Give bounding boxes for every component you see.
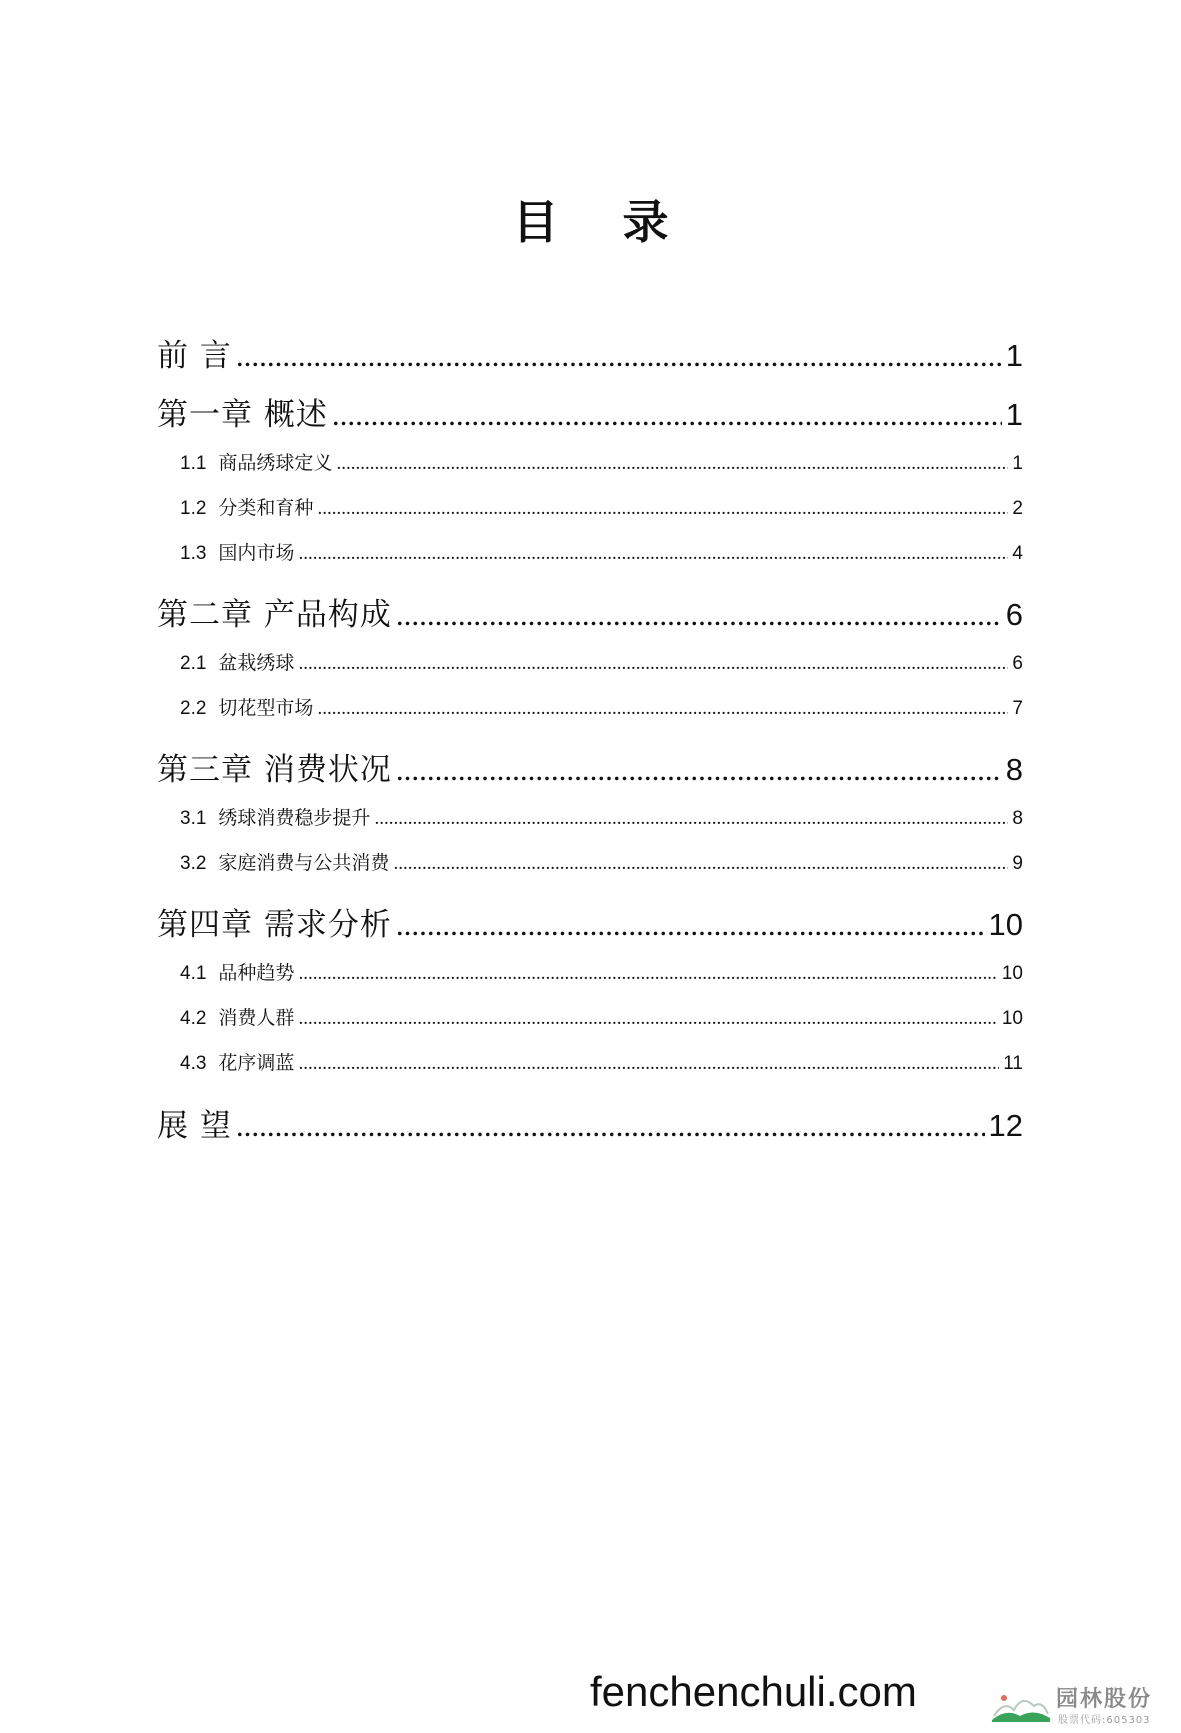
toc-entry-label: 消费人群 [218, 1007, 295, 1029]
toc-entry-number: 2.1 [180, 653, 207, 674]
toc-entry-number: 2.2 [180, 698, 207, 719]
toc-entry-page: 7 [1012, 698, 1023, 719]
toc-entry-page: 6 [1012, 653, 1023, 674]
toc-entry-number: 1.1 [180, 453, 207, 474]
page-title: 目 录 [512, 195, 693, 249]
toc-entry-page: 10 [1001, 1008, 1023, 1029]
logo-name: 园林股份 [1056, 1687, 1153, 1712]
landscape-logo-icon [990, 1686, 1052, 1724]
toc-entry-2-1[interactable] [180, 648, 1023, 675]
toc-entry-3-2[interactable] [180, 848, 1023, 875]
toc-leader-dots [298, 963, 997, 985]
toc-entry-page: 2 [1012, 498, 1023, 519]
toc-entry-page: 11 [1003, 1053, 1023, 1074]
toc-entry-outlook[interactable] [157, 1100, 1023, 1145]
toc-entry-chapter-4[interactable] [157, 899, 1023, 944]
toc-entry-page: 1 [1005, 397, 1023, 432]
toc-entry-label: 盆栽绣球 [218, 652, 295, 674]
toc-entry-1-3[interactable] [180, 538, 1023, 565]
toc-leader-dots [317, 698, 1008, 720]
toc-entry-page: 1 [1012, 453, 1023, 474]
toc-leader-dots [317, 498, 1008, 520]
toc-entry-1-1[interactable] [180, 448, 1023, 475]
company-logo [990, 1682, 1170, 1728]
toc-entry-number: 4.3 [180, 1053, 207, 1074]
toc-leader-dots [396, 597, 1002, 633]
toc-entry-1-2[interactable] [180, 493, 1023, 520]
toc-entry-label: 前 言 [157, 338, 232, 374]
toc-entry-page: 9 [1012, 853, 1023, 874]
toc-leader-dots [332, 397, 1002, 433]
toc-entry-label: 第一章 概述 [157, 397, 328, 433]
toc-entry-label: 家庭消费与公共消费 [218, 852, 390, 874]
toc-entry-chapter-3[interactable] [157, 744, 1023, 789]
toc-entry-page: 8 [1005, 752, 1023, 787]
toc-leader-dots [236, 338, 1002, 374]
toc-entry-number: 1.3 [180, 543, 207, 564]
toc-leader-dots [396, 752, 1002, 788]
toc-entry-page: 8 [1012, 808, 1023, 829]
toc-entry-page: 4 [1012, 543, 1023, 564]
toc-entry-page: 1 [1005, 338, 1023, 373]
toc-entry-4-3[interactable] [180, 1048, 1023, 1075]
toc-leader-dots [393, 853, 1008, 875]
toc-entry-label: 分类和育种 [218, 497, 314, 519]
toc-entry-label: 切花型市场 [218, 697, 314, 719]
toc-leader-dots [336, 453, 1008, 475]
toc-entry-4-2[interactable] [180, 1003, 1023, 1030]
watermark-site-text: fenchenchuli.com [590, 1668, 917, 1715]
toc-entry-3-1[interactable] [180, 803, 1023, 830]
toc-entry-2-2[interactable] [180, 693, 1023, 720]
toc-entry-label: 绣球消费稳步提升 [218, 807, 371, 829]
toc-leader-dots [298, 653, 1008, 675]
toc-entry-page: 6 [1005, 597, 1023, 632]
toc-leader-dots [236, 1108, 985, 1144]
toc-entry-label: 展 望 [157, 1108, 232, 1144]
toc-entry-number: 3.1 [180, 808, 207, 829]
toc-entry-label: 第三章 消费状况 [157, 752, 392, 788]
toc-entry-number: 4.2 [180, 1008, 207, 1029]
toc-entry-label: 第二章 产品构成 [157, 597, 392, 633]
toc-entry-label: 第四章 需求分析 [157, 907, 392, 943]
toc-entry-label: 国内市场 [218, 542, 295, 564]
toc-leader-dots [298, 1053, 999, 1075]
logo-stock-code: 股票代码:605303 [1058, 1715, 1151, 1726]
toc-leader-dots [298, 543, 1008, 565]
toc-entry-label: 品种趋势 [218, 962, 295, 984]
toc-entry-chapter-1[interactable] [157, 389, 1023, 434]
toc-leader-dots [374, 808, 1008, 830]
toc-leader-dots [298, 1008, 997, 1030]
toc-entry-page: 10 [988, 907, 1023, 942]
toc-entry-page: 12 [988, 1108, 1023, 1143]
toc-entry-label: 商品绣球定义 [218, 452, 333, 474]
toc-entry-label: 花序调蓝 [218, 1052, 295, 1074]
toc-entry-number: 3.2 [180, 853, 207, 874]
toc-entry-chapter-2[interactable] [157, 589, 1023, 634]
toc-entry-number: 4.1 [180, 963, 207, 984]
toc-entry-4-1[interactable] [180, 958, 1023, 985]
toc-leader-dots [396, 907, 985, 943]
toc-entry-number: 1.2 [180, 498, 207, 519]
toc-entry-page: 10 [1001, 963, 1023, 984]
toc-entry-preface[interactable] [157, 330, 1023, 375]
